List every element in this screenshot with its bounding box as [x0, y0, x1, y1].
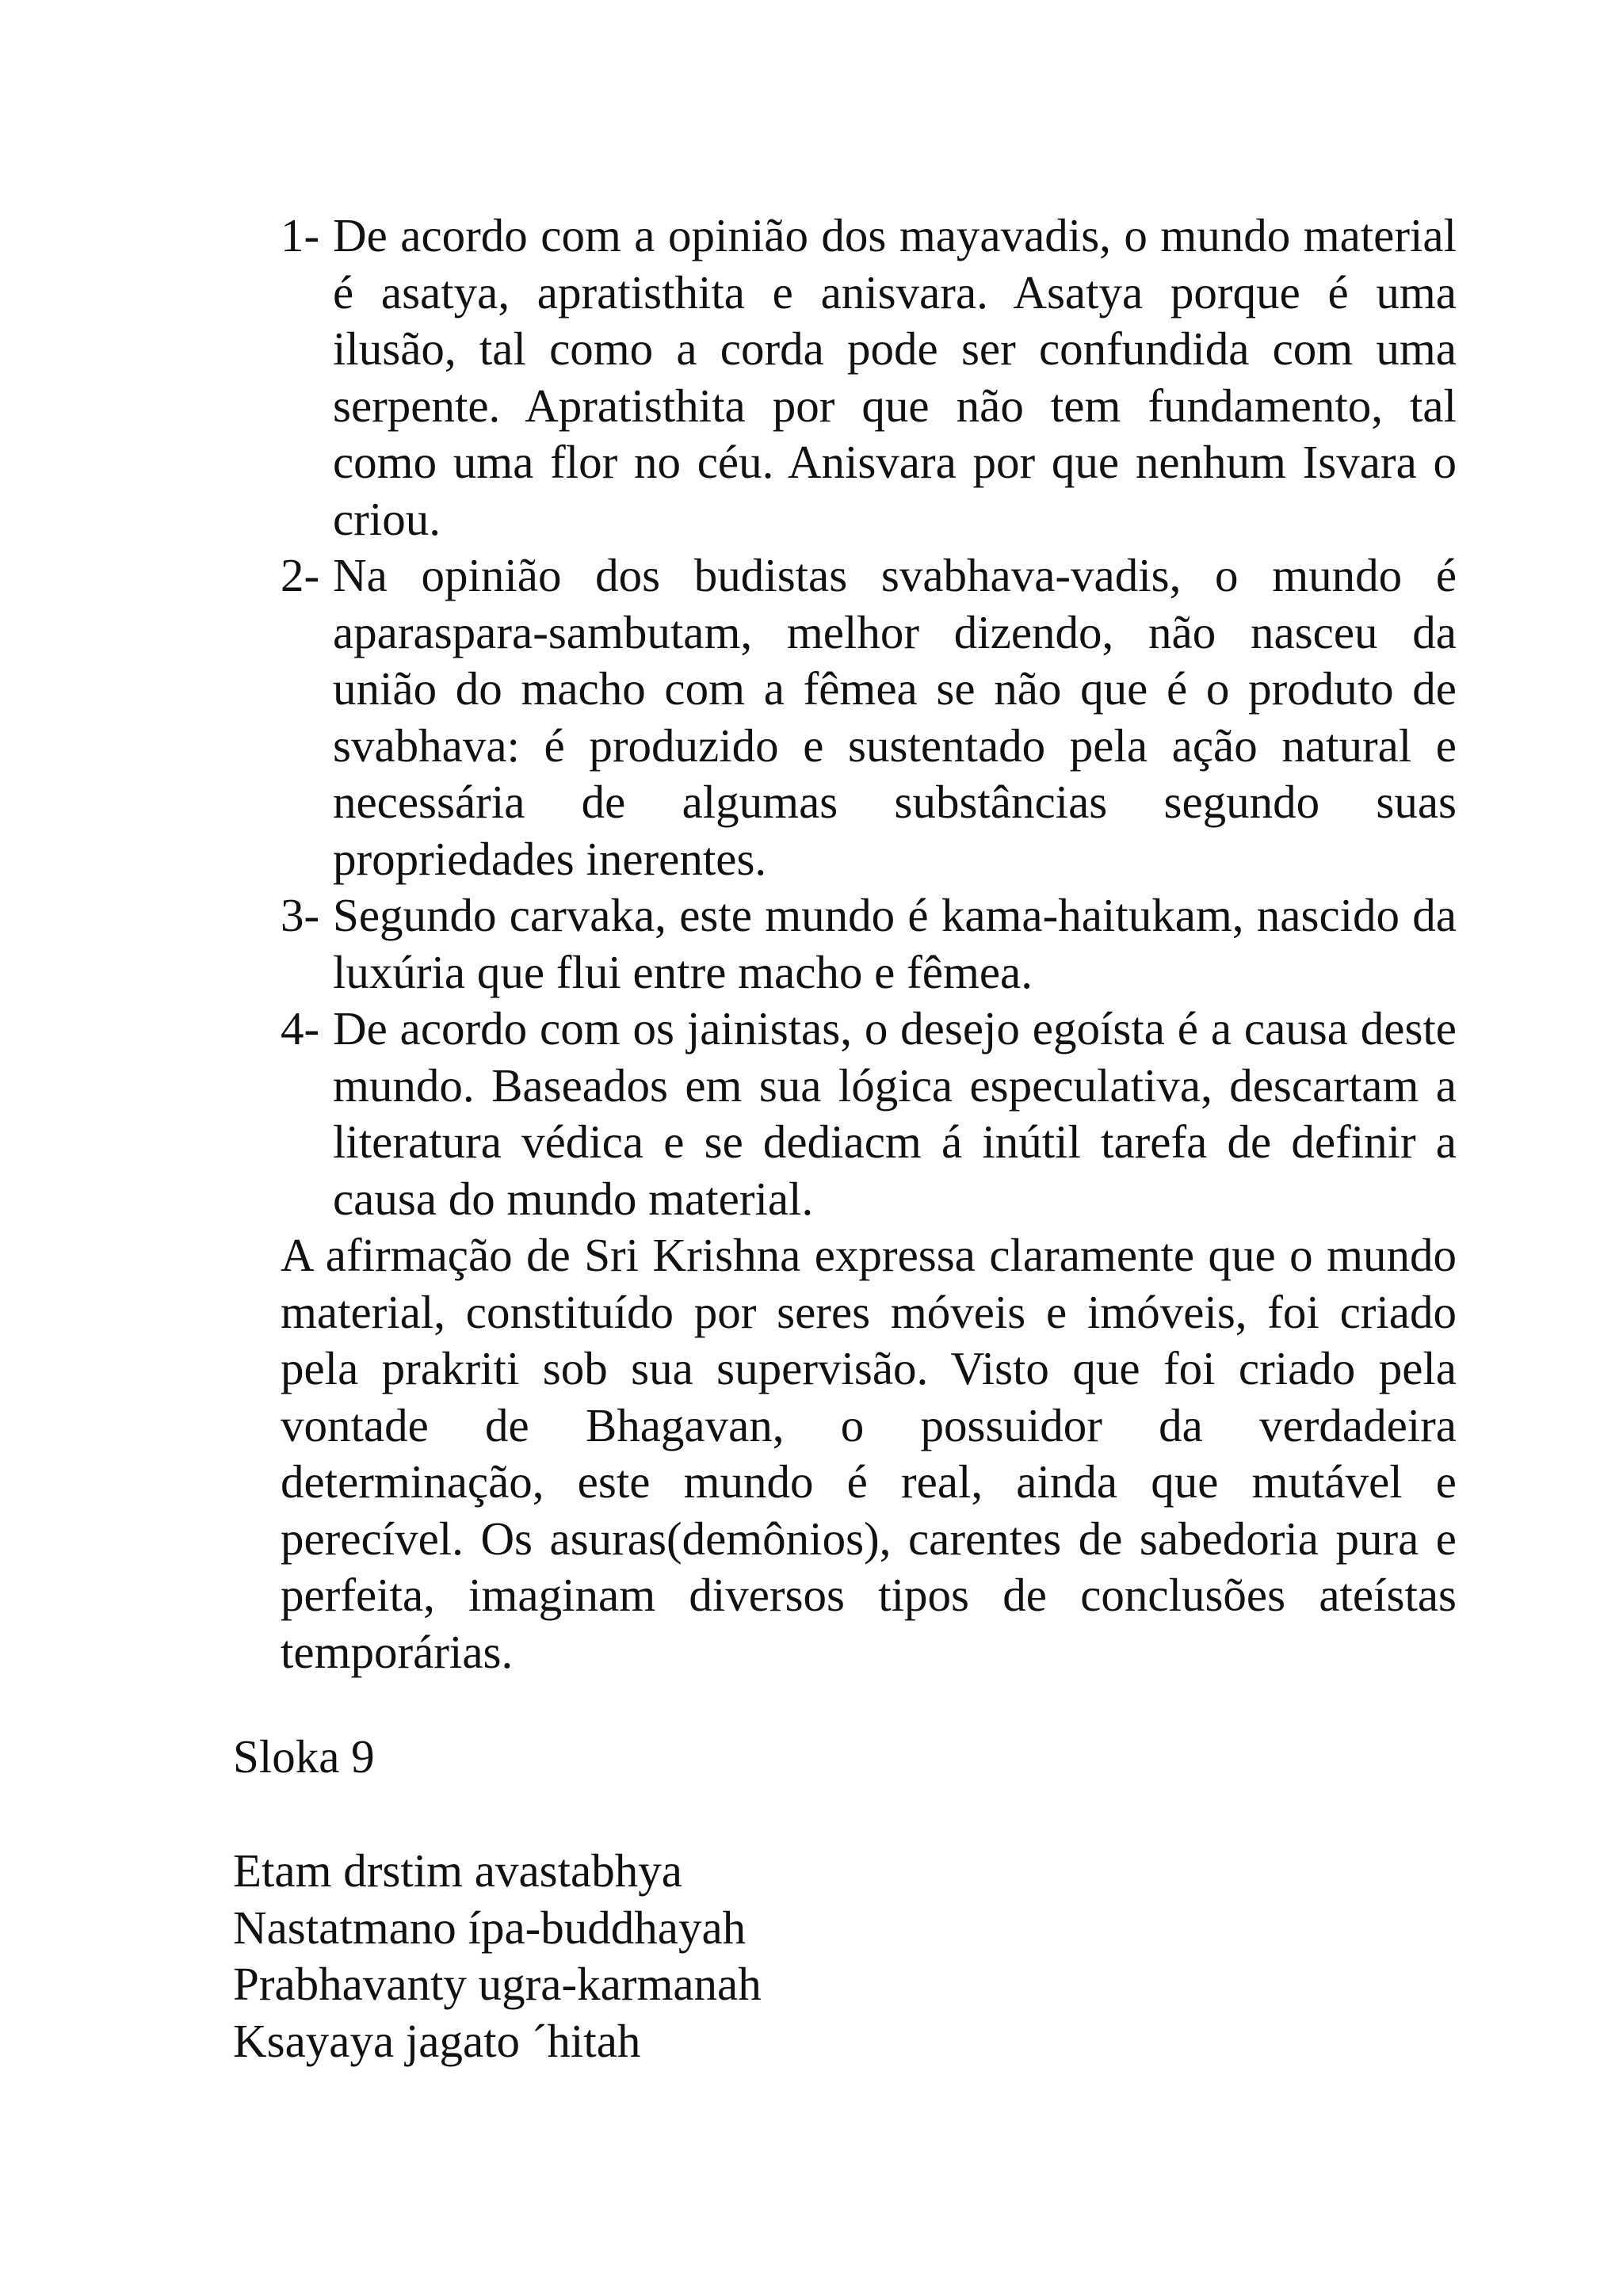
list-item-text: Segundo carvaka, este mundo é kama-haitukam, nascido da luxúria que flui entre macho e fêmea.	[333, 889, 1457, 998]
verse-line: Nastatmano ípa-buddhayah	[233, 1901, 747, 1954]
list-item	[281, 1001, 1457, 1227]
numbered-list	[281, 208, 1457, 1227]
list-item-text: Na opinião dos budistas svabhava-vadis, o mundo é aparaspara-sambutam, melhor dizendo, não nasceu da união do macho com a fêmea se não que é o produto de svabhava: é produzido e sustentado pela ação natural e necessária de algumas substâncias segundo suas propriedades inerentes.	[333, 549, 1457, 885]
list-item-number: 1-	[281, 209, 320, 261]
sloka-heading: Sloka 9	[233, 1730, 375, 1783]
list-item	[281, 208, 1457, 547]
sloka-verse	[233, 1843, 762, 2069]
verse-line: Prabhavanty ugra-karmanah	[233, 1958, 762, 2010]
list-item-number: 3-	[281, 889, 320, 941]
list-item	[281, 887, 1457, 1001]
list-item-number: 2-	[281, 549, 320, 601]
commentary-paragraph: A afirmação de Sri Krishna expressa claramente que o mundo material, constituído por seres móveis e imóveis, foi criado pela prakriti sob sua supervisão. Visto que foi criado pela vontade de Bhagavan, o possuidor da verdadeira determinação, este mundo é real, ainda que mutável e perecível. Os asuras(demônios), carentes de sabedoria pura e perfeita, imaginam diversos tipos de conclusões ateístas temporárias.	[281, 1229, 1457, 1678]
list-item-text: De acordo com os jainistas, o desejo egoísta é a causa deste mundo. Baseados em sua lógica especulativa, descartam a literatura védica e se dediacm á inútil tarefa de definir a causa do mundo material.	[333, 1002, 1457, 1225]
list-item-number: 4-	[281, 1002, 320, 1055]
list-item	[281, 547, 1457, 887]
verse-line: Ksayaya jagato ´hitah	[233, 2014, 641, 2067]
verse-line: Etam drstim avastabhya	[233, 1844, 682, 1897]
list-item-text: De acordo com a opinião dos mayavadis, o mundo material é asatya, apratisthita e anisvara. Asatya porque é uma ilusão, tal como a corda pode ser confundida com uma serpente. Apratisthita por que não tem fundamento, tal como uma flor no céu. Anisvara por que nenhum Isvara o criou.	[333, 209, 1457, 545]
